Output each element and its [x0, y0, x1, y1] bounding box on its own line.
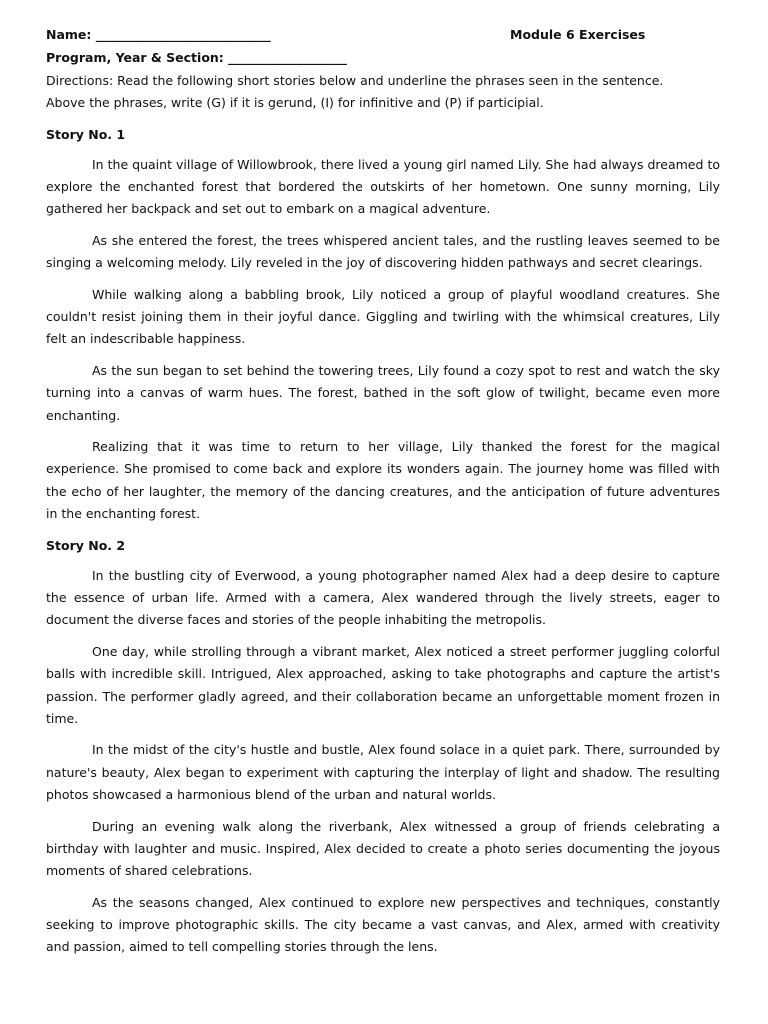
story-paragraph: In the bustling city of Everwood, a young photographer named Alex had a deep desire to capture the essence of urban life. Armed with a camera, Alex wandered through the lively streets, eager to document the diverse faces and stories of the people inhabiting the metropolis.: [46, 568, 720, 628]
story-paragraph: Realizing that it was time to return to her village, Lily thanked the forest for the magical experience. She promised to come back and explore its wonders again. The journey home was filled with the echo of her laughter, the memory of the dancing creatures, and the anticipation of future adventures in the enchanting forest.: [46, 439, 720, 521]
program-field-label: Program, Year & Section: ___________________: [46, 50, 347, 65]
story-paragraph: One day, while strolling through a vibrant market, Alex noticed a street performer juggling colorful balls with incredible skill. Intrigued, Alex approached, asking to take photographs and capture the artist's passion. The performer gladly agreed, and their collaboration became an unforgettable moment frozen in time.: [46, 644, 720, 726]
module-title: Module 6 Exercises: [510, 27, 646, 42]
worksheet-page: [46, 24, 720, 968]
story-paragraph: During an evening walk along the riverbank, Alex witnessed a group of friends celebrating a birthday with laughter and music. Inspired, Alex decided to create a photo series documenting the joyous moments of shared celebrations.: [46, 818, 720, 878]
header-row: [46, 24, 720, 46]
story-paragraph: As the sun began to set behind the towering trees, Lily found a cozy spot to rest and watch the sky turning into a canvas of warm hues. The forest, bathed in the soft glow of twilight, became even more enchanting.: [46, 363, 720, 423]
story-1: [46, 124, 720, 525]
directions-line-1: Directions: Read the following short stories below and underline the phrases seen in the sentence.: [46, 73, 664, 88]
directions: [46, 70, 720, 114]
story-paragraph: In the quaint village of Willowbrook, there lived a young girl named Lily. She had always dreamed to explore the enchanted forest that bordered the outskirts of her hometown. One sunny morning, Lily gathered her backpack and set out to embark on a magical adventure.: [46, 157, 720, 217]
story-paragraph: While walking along a babbling brook, Lily noticed a group of playful woodland creatures. She couldn't resist joining them in their joyful dance. Giggling and twirling with the whimsical creatures, Lily felt an indescribable happiness.: [46, 287, 720, 347]
story-paragraph: As she entered the forest, the trees whispered ancient tales, and the rustling leaves seemed to be singing a welcoming melody. Lily reveled in the joy of discovering hidden pathways and secret clearings.: [46, 233, 720, 271]
story-heading: Story No. 1: [46, 127, 126, 142]
name-field-label: Name: ____________________________: [46, 27, 271, 42]
story-2: [46, 535, 720, 958]
directions-line-2: Above the phrases, write (G) if it is gerund, (I) for infinitive and (P) if participial.: [46, 95, 544, 110]
story-paragraph: As the seasons changed, Alex continued to explore new perspectives and techniques, constantly seeking to improve photographic skills. The city became a vast canvas, and Alex, armed with creativity and passion, aimed to tell compelling stories through the lens.: [46, 894, 720, 955]
story-paragraph: In the midst of the city's hustle and bustle, Alex found solace in a quiet park. There, surrounded by nature's beauty, Alex began to experiment with capturing the interplay of light and shadow. The resulting photos showcased a harmonious blend of the urban and natural worlds.: [46, 742, 720, 802]
story-heading: Story No. 2: [46, 538, 126, 554]
